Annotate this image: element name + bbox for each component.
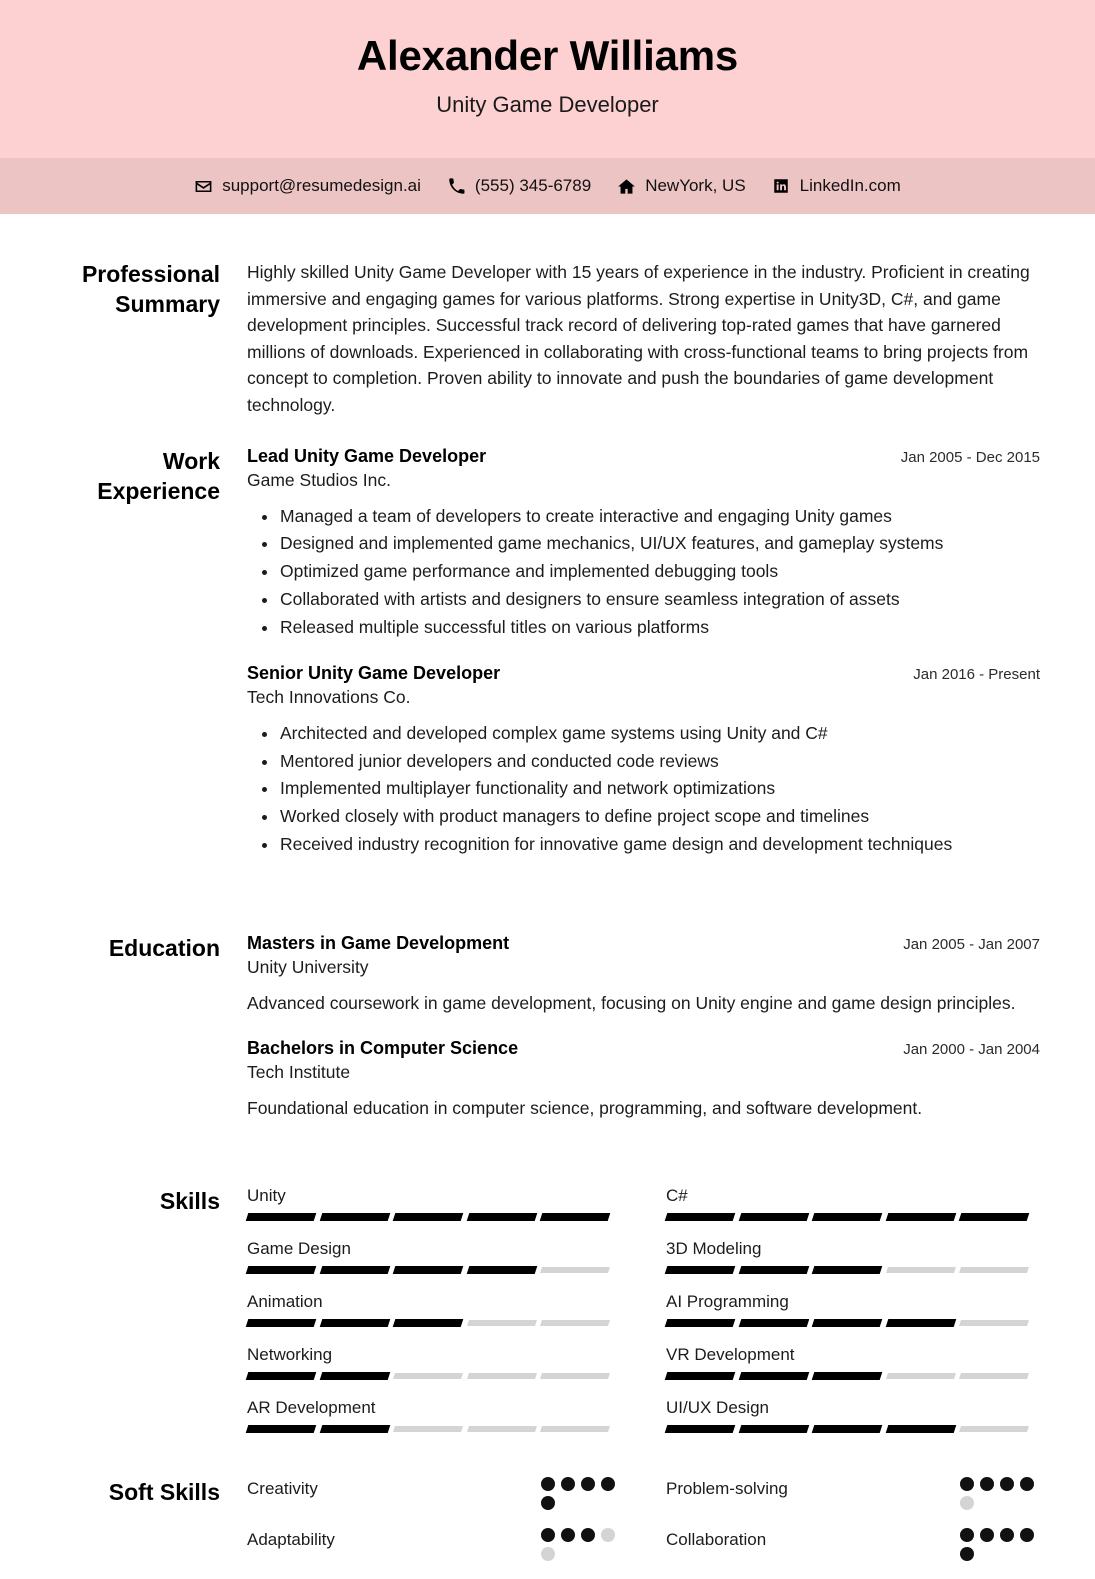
skill-bar-segment (246, 1266, 316, 1274)
work-entry-bullets (247, 721, 1040, 857)
contact-phone-text: (555) 345-6789 (474, 176, 592, 195)
skill-bar-segment (738, 1372, 808, 1380)
skill-level-bar (247, 1425, 609, 1433)
skill-bar-segment (246, 1213, 316, 1221)
rating-dot (601, 1477, 615, 1491)
skill-bar-segment (812, 1266, 882, 1274)
skill-name: Game Design (247, 1238, 351, 1258)
skills-grid (247, 1186, 1040, 1451)
contact-linkedin[interactable] (772, 176, 901, 196)
soft-skill-name: Problem-solving (666, 1478, 788, 1498)
rating-dot (1000, 1477, 1014, 1491)
education-entry (247, 933, 1040, 1016)
skill-bar-segment (246, 1425, 316, 1433)
skill-level-bar (666, 1372, 1028, 1380)
rating-dot (581, 1528, 595, 1542)
home-icon (617, 177, 636, 196)
work-entry-date: Jan 2016 - Present (913, 665, 1040, 683)
rating-dot (561, 1477, 575, 1491)
skill-bar-segment (319, 1213, 389, 1221)
skill-bar-segment (886, 1373, 956, 1379)
rating-dot (581, 1477, 595, 1491)
skill-bar-segment (812, 1213, 882, 1221)
rating-dot (960, 1477, 974, 1491)
skill-bar-segment (665, 1213, 735, 1221)
skill-bar-segment (738, 1213, 808, 1221)
skill-bar-segment (665, 1319, 735, 1327)
skill-bar-segment (959, 1320, 1029, 1326)
work-entry-title: Senior Unity Game Developer (247, 662, 501, 683)
rating-dot (541, 1477, 555, 1491)
rating-dot (960, 1547, 974, 1561)
skill-bar-segment (467, 1320, 537, 1326)
skill-name: AR Development (247, 1397, 376, 1417)
rating-dot (960, 1528, 974, 1542)
skill-bar-segment (393, 1213, 463, 1221)
skill-bar-segment (738, 1319, 808, 1327)
education-entry-institution: Unity University (247, 957, 369, 977)
skill-bar-segment (959, 1213, 1029, 1221)
rating-dot (960, 1496, 974, 1510)
skill-bar-segment (959, 1267, 1029, 1273)
skill-bar-segment (466, 1266, 536, 1274)
rating-dot (1020, 1477, 1034, 1491)
skill-item (247, 1186, 621, 1221)
skill-bar-segment (540, 1267, 610, 1273)
skill-item (666, 1292, 1040, 1327)
resume-body (0, 259, 1095, 1579)
section-label-summary: Professional Summary (81, 261, 220, 318)
skill-bar-segment (886, 1267, 956, 1273)
work-entry-date: Jan 2005 - Dec 2015 (900, 448, 1040, 466)
contact-location[interactable] (617, 176, 745, 196)
skill-bar-segment (393, 1266, 463, 1274)
rating-dot (980, 1477, 994, 1491)
work-entry-title: Lead Unity Game Developer (247, 445, 487, 466)
skill-bar-segment (540, 1213, 610, 1221)
work-entry-header (247, 446, 1040, 467)
skill-bar-segment (319, 1266, 389, 1274)
contact-bar (0, 158, 1095, 214)
list-item: Designed and implemented game mechanics, UI/UX features, and gameplay systems (247, 531, 1040, 556)
skill-item (666, 1345, 1040, 1380)
skill-item (247, 1398, 621, 1433)
list-item: Architected and developed complex game systems using Unity and C# (247, 721, 1040, 746)
skill-bar-segment (665, 1425, 735, 1433)
work-entry-bullets (247, 504, 1040, 640)
skill-bar-segment (319, 1319, 389, 1327)
full-name: Alexander Williams (356, 32, 739, 79)
rating-dot (561, 1528, 575, 1542)
education-entry-description: Advanced coursework in game development, focusing on Unity engine and game design principles. (247, 993, 1016, 1013)
skill-level-bar (247, 1213, 609, 1221)
skill-bar-segment (319, 1425, 389, 1433)
skill-bar-segment (812, 1372, 882, 1380)
skill-level-bar (666, 1213, 1028, 1221)
skill-bar-segment (959, 1373, 1029, 1379)
rating-dot (980, 1528, 994, 1542)
list-item: Worked closely with product managers to define project scope and timelines (247, 804, 1040, 829)
education-entry-description: Foundational education in computer science, programming, and software development. (247, 1098, 923, 1119)
section-label-skills: Skills (159, 1187, 220, 1214)
skill-bar-segment (885, 1319, 955, 1327)
summary-text: Highly skilled Unity Game Developer with 15 years of experience in the industry. Proficient in creating immersive and engaging games for various platforms. Strong expertise in Unity3D, C#, and game development principles. Successful track record of delivering top-rated games that have garnered millions of downloads. Experienced in collaborating with cross-functional teams to bring projects from concept to completion. Proven ability to innovate and push the boundaries of game development technology. (247, 262, 1030, 415)
skill-bar-segment (393, 1319, 463, 1327)
soft-skill-item (247, 1528, 621, 1561)
soft-skill-item (666, 1528, 1040, 1561)
skill-item (666, 1186, 1040, 1221)
section-soft-skills (55, 1477, 1040, 1579)
skill-bar-segment (467, 1373, 537, 1379)
skill-item (247, 1292, 621, 1327)
skill-item (247, 1345, 621, 1380)
work-entry (247, 663, 1040, 857)
envelope-icon (194, 177, 213, 196)
skill-item (666, 1398, 1040, 1433)
soft-skill-name: Adaptability (247, 1529, 335, 1549)
soft-skill-rating-dots (960, 1528, 1040, 1561)
contact-email-text: support@resumedesign.ai (222, 176, 421, 195)
skill-bar-segment (812, 1425, 882, 1433)
work-entry-organization: Game Studios Inc. (247, 469, 391, 490)
list-item: Implemented multiplayer functionality and network optimizations (247, 776, 1040, 801)
skill-bar-segment (738, 1425, 808, 1433)
skill-bar-segment (959, 1426, 1029, 1432)
rating-dot (1020, 1528, 1034, 1542)
work-entry-header (247, 663, 1040, 684)
skill-level-bar (666, 1425, 1028, 1433)
rating-dot (541, 1496, 555, 1510)
skill-bar-segment (885, 1425, 955, 1433)
rating-dot (541, 1528, 555, 1542)
contact-phone[interactable] (447, 176, 591, 196)
skill-level-bar (666, 1319, 1028, 1327)
soft-skill-name: Creativity (247, 1478, 318, 1498)
education-entry-title: Masters in Game Development (247, 933, 510, 953)
skill-bar-segment (885, 1213, 955, 1221)
list-item: Optimized game performance and implemented debugging tools (247, 559, 1040, 584)
soft-skills-grid (247, 1477, 1040, 1579)
list-item: Received industry recognition for innovative game design and development techniques (247, 832, 1040, 857)
soft-skill-item (247, 1477, 621, 1510)
skill-bar-segment (665, 1266, 735, 1274)
skill-name: UI/UX Design (666, 1397, 769, 1417)
list-item: Released multiple successful titles on various platforms (247, 615, 1040, 640)
skill-bar-segment (540, 1426, 610, 1432)
work-entry (247, 446, 1040, 640)
contact-email[interactable] (194, 176, 421, 196)
education-entry-header (247, 933, 1040, 954)
rating-dot (1000, 1528, 1014, 1542)
header-band (0, 0, 1095, 158)
rating-dot (601, 1528, 615, 1542)
skill-bar-segment (393, 1426, 463, 1432)
skill-bar-segment (540, 1320, 610, 1326)
soft-skill-rating-dots (541, 1528, 621, 1561)
list-item: Collaborated with artists and designers to ensure seamless integration of assets (247, 587, 1040, 612)
skill-item (247, 1239, 621, 1274)
soft-skill-name: Collaboration (666, 1529, 767, 1549)
contact-location-text: NewYork, US (645, 176, 746, 195)
skill-bar-segment (812, 1319, 882, 1327)
skill-bar-segment (467, 1426, 537, 1432)
skill-bar-segment (393, 1373, 463, 1379)
linkedin-icon (772, 177, 791, 196)
contact-linkedin-text: LinkedIn.com (799, 176, 901, 195)
skill-name: 3D Modeling (666, 1238, 762, 1258)
education-entry-date: Jan 2000 - Jan 2004 (903, 1041, 1040, 1059)
soft-skill-rating-dots (541, 1477, 621, 1510)
skill-name: AI Programming (666, 1291, 789, 1311)
list-item: Mentored junior developers and conducted code reviews (247, 749, 1040, 774)
section-label-education: Education (108, 935, 220, 961)
rating-dot (541, 1547, 555, 1561)
education-entry-title: Bachelors in Computer Science (247, 1038, 519, 1059)
skill-name: Animation (247, 1291, 323, 1311)
skill-bar-segment (246, 1319, 316, 1327)
list-item: Managed a team of developers to create interactive and engaging Unity games (247, 504, 1040, 529)
education-entry-date: Jan 2005 - Jan 2007 (903, 936, 1040, 953)
skill-bar-segment (246, 1372, 316, 1380)
section-work-experience (55, 446, 1040, 861)
skill-level-bar (247, 1319, 609, 1327)
section-skills (55, 1186, 1040, 1451)
section-label-soft-skills: Soft Skills (108, 1478, 220, 1505)
work-entry-organization: Tech Innovations Co. (247, 686, 411, 707)
skill-bar-segment (319, 1372, 389, 1380)
skill-level-bar (247, 1266, 609, 1274)
skill-bar-segment (466, 1213, 536, 1221)
job-title: Unity Game Developer (436, 92, 659, 118)
soft-skill-rating-dots (960, 1477, 1040, 1510)
section-professional-summary (55, 259, 1040, 419)
skill-bar-segment (665, 1372, 735, 1380)
skill-level-bar (247, 1372, 609, 1380)
education-entry (247, 1038, 1040, 1121)
education-entry-header (247, 1038, 1040, 1059)
education-entry-institution: Tech Institute (247, 1062, 351, 1083)
skill-bar-segment (738, 1266, 808, 1274)
skill-bar-segment (540, 1373, 610, 1379)
skill-name: Unity (247, 1185, 286, 1205)
phone-icon (447, 177, 466, 196)
section-label-work: Work Experience (97, 447, 220, 504)
skill-name: Networking (247, 1344, 333, 1364)
skill-name: C# (666, 1185, 688, 1205)
skill-level-bar (666, 1266, 1028, 1274)
soft-skill-item (666, 1477, 1040, 1510)
section-education (55, 933, 1040, 1122)
skill-name: VR Development (666, 1344, 795, 1364)
skill-item (666, 1239, 1040, 1274)
